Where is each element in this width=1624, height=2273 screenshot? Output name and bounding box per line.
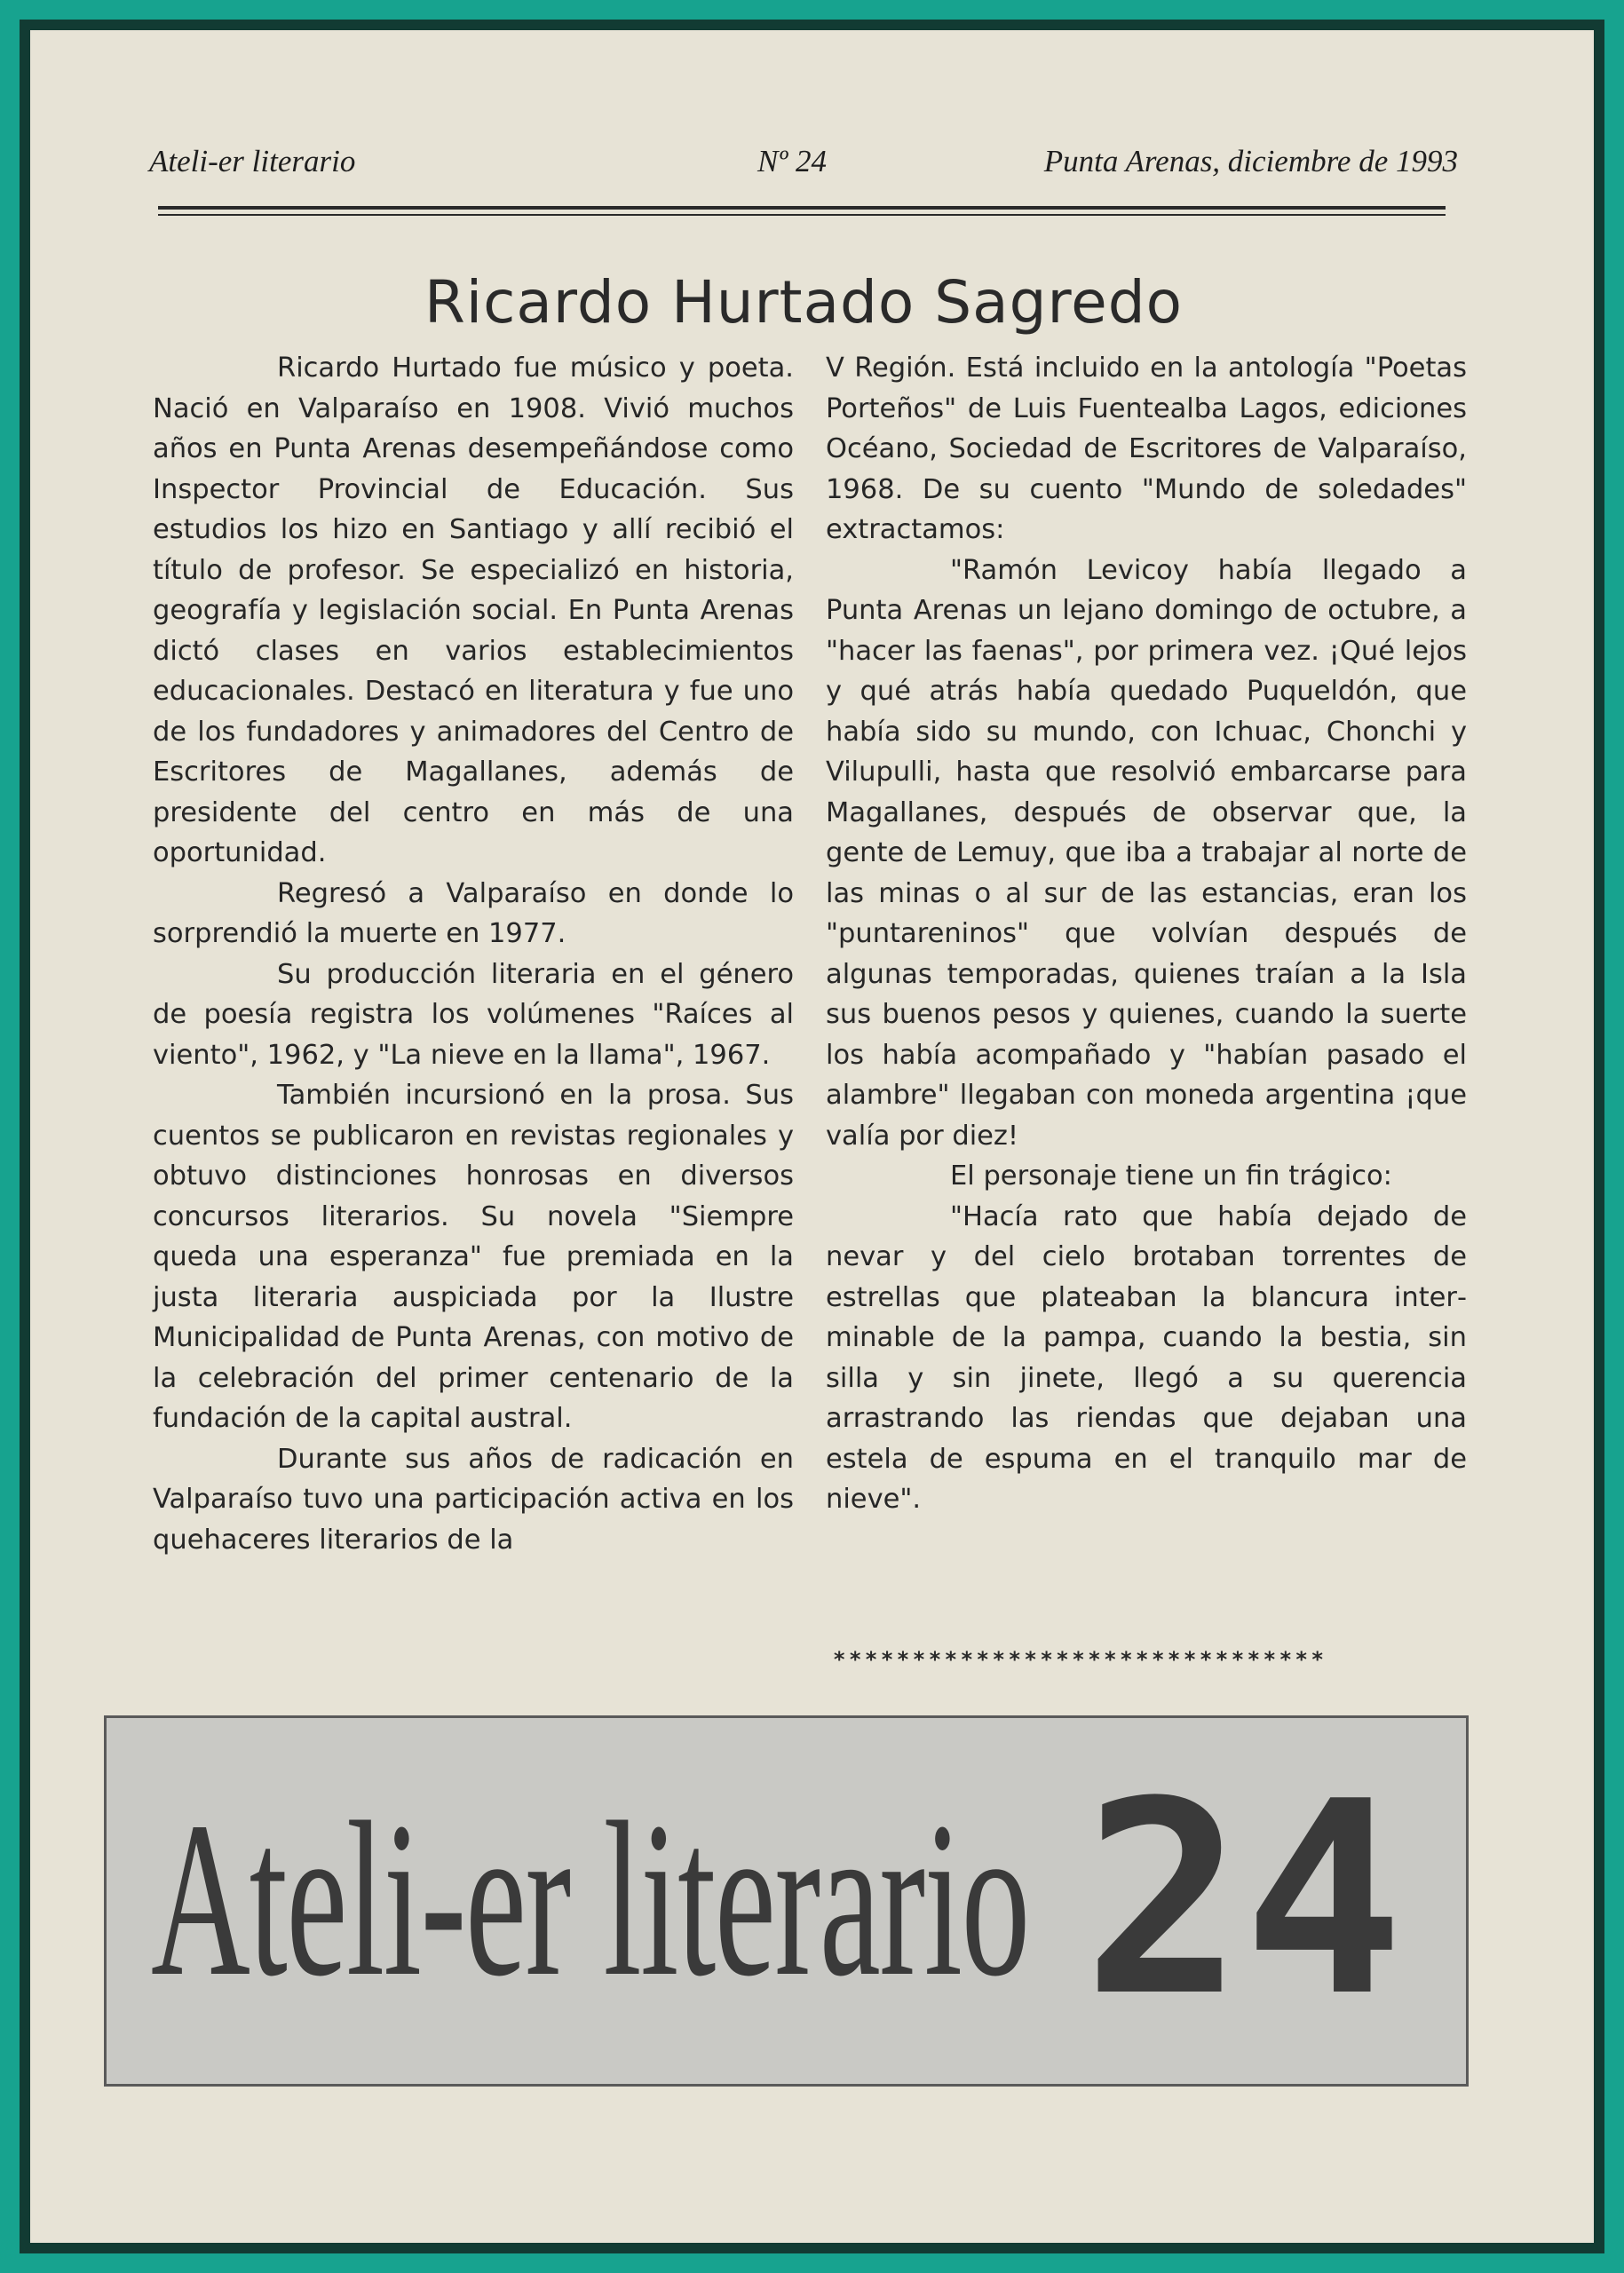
quote-paragraph: "Ramón Levicoy había llegado a Punta Arenas un lejano domingo de octubre, a "hacer las faenas", por primera vez. ¡Qué lejos y qué atrás había quedado Puqueldón, que había sido su mundo, con Ichuac, Chonchi y Vilupulli, hasta que resolvió embarcarse para Magallanes, después de observar que, la gente de Lemuy, que iba a trabajar al norte de las minas o al sur de las estancias, eran los "puntareninos" que volvían después de algunas temporadas, quienes traían a la Isla sus buenos pesos y quienes, cuando la suerte los había acompañado y "habían pasado el alambre" llegaban con moneda argentina ¡que valía por diez! (826, 554, 1467, 1152)
issue-number: Nº 24 (757, 144, 827, 178)
header-rule (158, 206, 1446, 210)
banner-title: Ateli-er literario (151, 1777, 1029, 2023)
quote-paragraph: "Hacía rato que había dejado de nevar y del cielo brotaban torrentes de estrellas que plateaban la blancura interminable de la pampa, cuando la bestia, sin silla y sin jinete, llegó a su querencia arrastrando las riendas que dejaban una estela de espuma en el tranquilo mar de nieve". (826, 1200, 1467, 1515)
banner-number: 24 (1082, 1745, 1404, 2055)
paragraph: El personaje tiene un fin trágico: (950, 1160, 1392, 1192)
paragraph: V Región. Está incluido en la antología "Poetas Porteños" de Luis Fuentealba Lagos, ediciones Océano, Sociedad de Escritores de Valparaíso, 1968. De su cuento "Mundo de soledades" extractamos: (826, 352, 1467, 545)
right-column (826, 348, 1467, 1520)
paragraph: Durante sus años de radicación en Valparaíso tuvo una participación activa en los quehaceres literarios de la (153, 1443, 794, 1556)
paragraph: Ricardo Hurtado fue músico y poeta. Nació en Valparaíso en 1908. Vivió muchos años en Punta Arenas desempeñándose como Inspector Provincial de Educación. Sus estudios los hizo en Santiago y allí recibió el título de profesor. Se especializó en historia, geografía y legislación social. En Punta Arenas dictó clases en varios establecimientos educacionales. Destacó en literatura y fue uno de los fundadores y animadores del Centro de Escritores de Magallanes, además de presidente del centro en más de una oportunidad. (153, 352, 794, 868)
left-column (153, 348, 794, 1560)
paragraph: Su producción literaria en el género de poesía registra los volúmenes "Raíces al viento", 1962, y "La nieve en la llama", 1967. (153, 958, 794, 1071)
article-title: Ricardo Hurtado Sagredo (424, 268, 1184, 337)
masthead-banner (104, 1715, 1469, 2087)
running-header (149, 144, 1458, 185)
place-date: Punta Arenas, diciembre de 1993 (1043, 144, 1458, 178)
header-rule-thin (158, 214, 1446, 216)
star-separator: ******************************* (833, 1647, 1327, 1672)
publication-name: Ateli-er literario (149, 144, 356, 178)
paragraph: Regresó a Valparaíso en donde lo sorprendió la muerte en 1977. (153, 877, 794, 949)
paragraph: También incursionó en la prosa. Sus cuentos se publicaron en revistas regionales y obtuvo distinciones honrosas en diversos concursos literarios. Su novela "Siempre queda una esperanza" fue premiada en la justa literaria auspiciada por la Ilustre Municipalidad de Punta Arenas, con motivo de la celebración del primer centenario de la fundación de la capital austral. (153, 1080, 794, 1434)
